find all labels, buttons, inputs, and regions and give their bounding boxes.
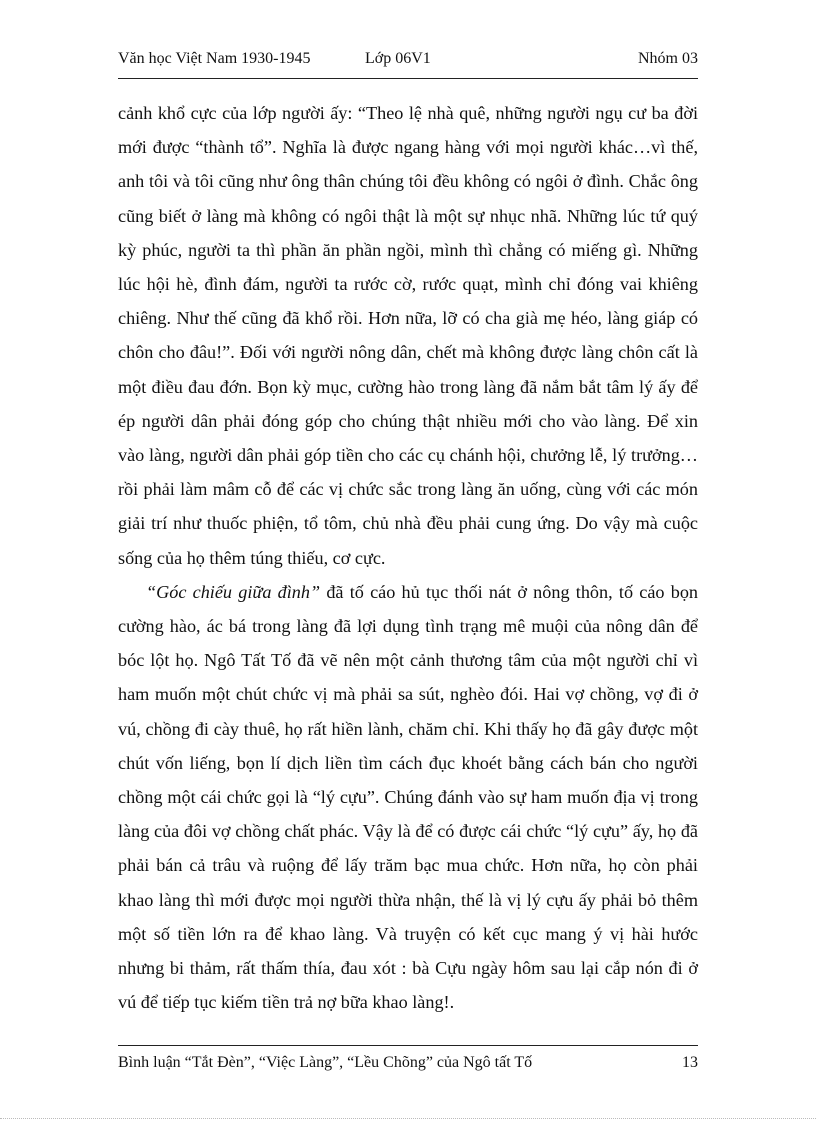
paragraph-2: [118, 575, 698, 1020]
paragraph-1: cảnh khổ cực của lớp người ấy: “Theo lệ nhà quê, những người ngụ cư ba đời mới được “thành tổ”. Nghĩa là được ngang hàng với mọi người khác…vì thế, anh tôi và tôi cũng như ông thân chúng tôi đều không có ngôi ở đình. Chắc ông cũng biết ở làng mà không có ngôi thật là một sự nhục nhã. Những lúc tứ quý kỳ phúc, người ta thì phần ăn phần ngồi, mình thì chẳng có miếng gì. Những lúc hội hè, đình đám, người ta rước cờ, rước quạt, mình chỉ đóng vai khiêng chiêng. Như thế cũng đã khổ rồi. Hơn nữa, lỡ có cha già mẹ héo, làng giáp có chôn cho đâu!”. Đối với người nông dân, chết mà không được làng chôn cất là một điều đau đớn. Bọn kỳ mục, cường hào trong làng đã nắm bắt tâm lý ấy để ép người dân phải đóng góp cho chúng thật nhiều mới cho vào làng. Để xin vào làng, người dân phải góp tiền cho các cụ chánh hội, chưởng lễ, lý trưởng…rồi phải làm mâm cỗ để các vị chức sắc trong làng ăn uống, cùng với các món giải trí như thuốc phiện, tổ tôm, chủ nhà đều phải cung ứng. Do vậy mà cuộc sống của họ thêm túng thiếu, cơ cực.: [118, 103, 698, 568]
paragraph-2-italic-title: “Góc chiếu giữa đình”: [146, 581, 321, 602]
page-footer: [118, 1054, 698, 1080]
header-class: Lớp 06V1: [365, 50, 431, 67]
header-group: Nhóm 03: [638, 50, 698, 67]
footer-divider: [118, 1045, 698, 1046]
page-break-line: [0, 1118, 816, 1119]
page-number: 13: [682, 1054, 698, 1071]
footer-title: Bình luận “Tắt Đèn”, “Việc Làng”, “Lều Chõng” của Ngô tất Tố: [118, 1054, 533, 1071]
page-header: [118, 50, 698, 76]
paragraph-2-text: đã tố cáo hủ tục thối nát ở nông thôn, tố cáo bọn cường hào, ác bá trong làng đã lợi dụng tình trạng mê muội của nông dân để bóc lột họ. Ngô Tất Tố đã vẽ nên một cảnh thương tâm của một người chỉ vì ham muốn một chút chức vị mà phải sa sút, nghèo đói. Hai vợ chồng, vợ đi ở vú, chồng đi cày thuê, họ rất hiền lành, chăm chỉ. Khi thấy họ đã gây được một chút vốn liếng, bọn lí dịch liền tìm cách đục khoét bằng cách bán cho người chồng một cái chức gọi là “lý cựu”. Chúng đánh vào sự ham muốn địa vị trong làng của đôi vợ chồng chất phác. Vậy là để có được cái chức “lý cựu” ấy, họ đã phải bán cả trâu và ruộng để lấy trăm bạc mua chức. Hơn nữa, họ còn phải khao làng thì mới được mọi người thừa nhận, thế là vị lý cựu ấy phải bỏ thêm một số tiền lớn ra để khao làng. Và truyện có kết cục mang ý vị hài hước nhưng bi thảm, rất thấm thía, đau xót : bà Cựu ngày hôm sau lại cắp nón đi ở vú để tiếp tục kiếm tiền trả nợ bữa khao làng!.: [118, 581, 699, 1013]
body-text: [118, 96, 698, 1019]
header-course-title: Văn học Việt Nam 1930-1945: [118, 50, 311, 67]
header-divider: [118, 78, 698, 79]
